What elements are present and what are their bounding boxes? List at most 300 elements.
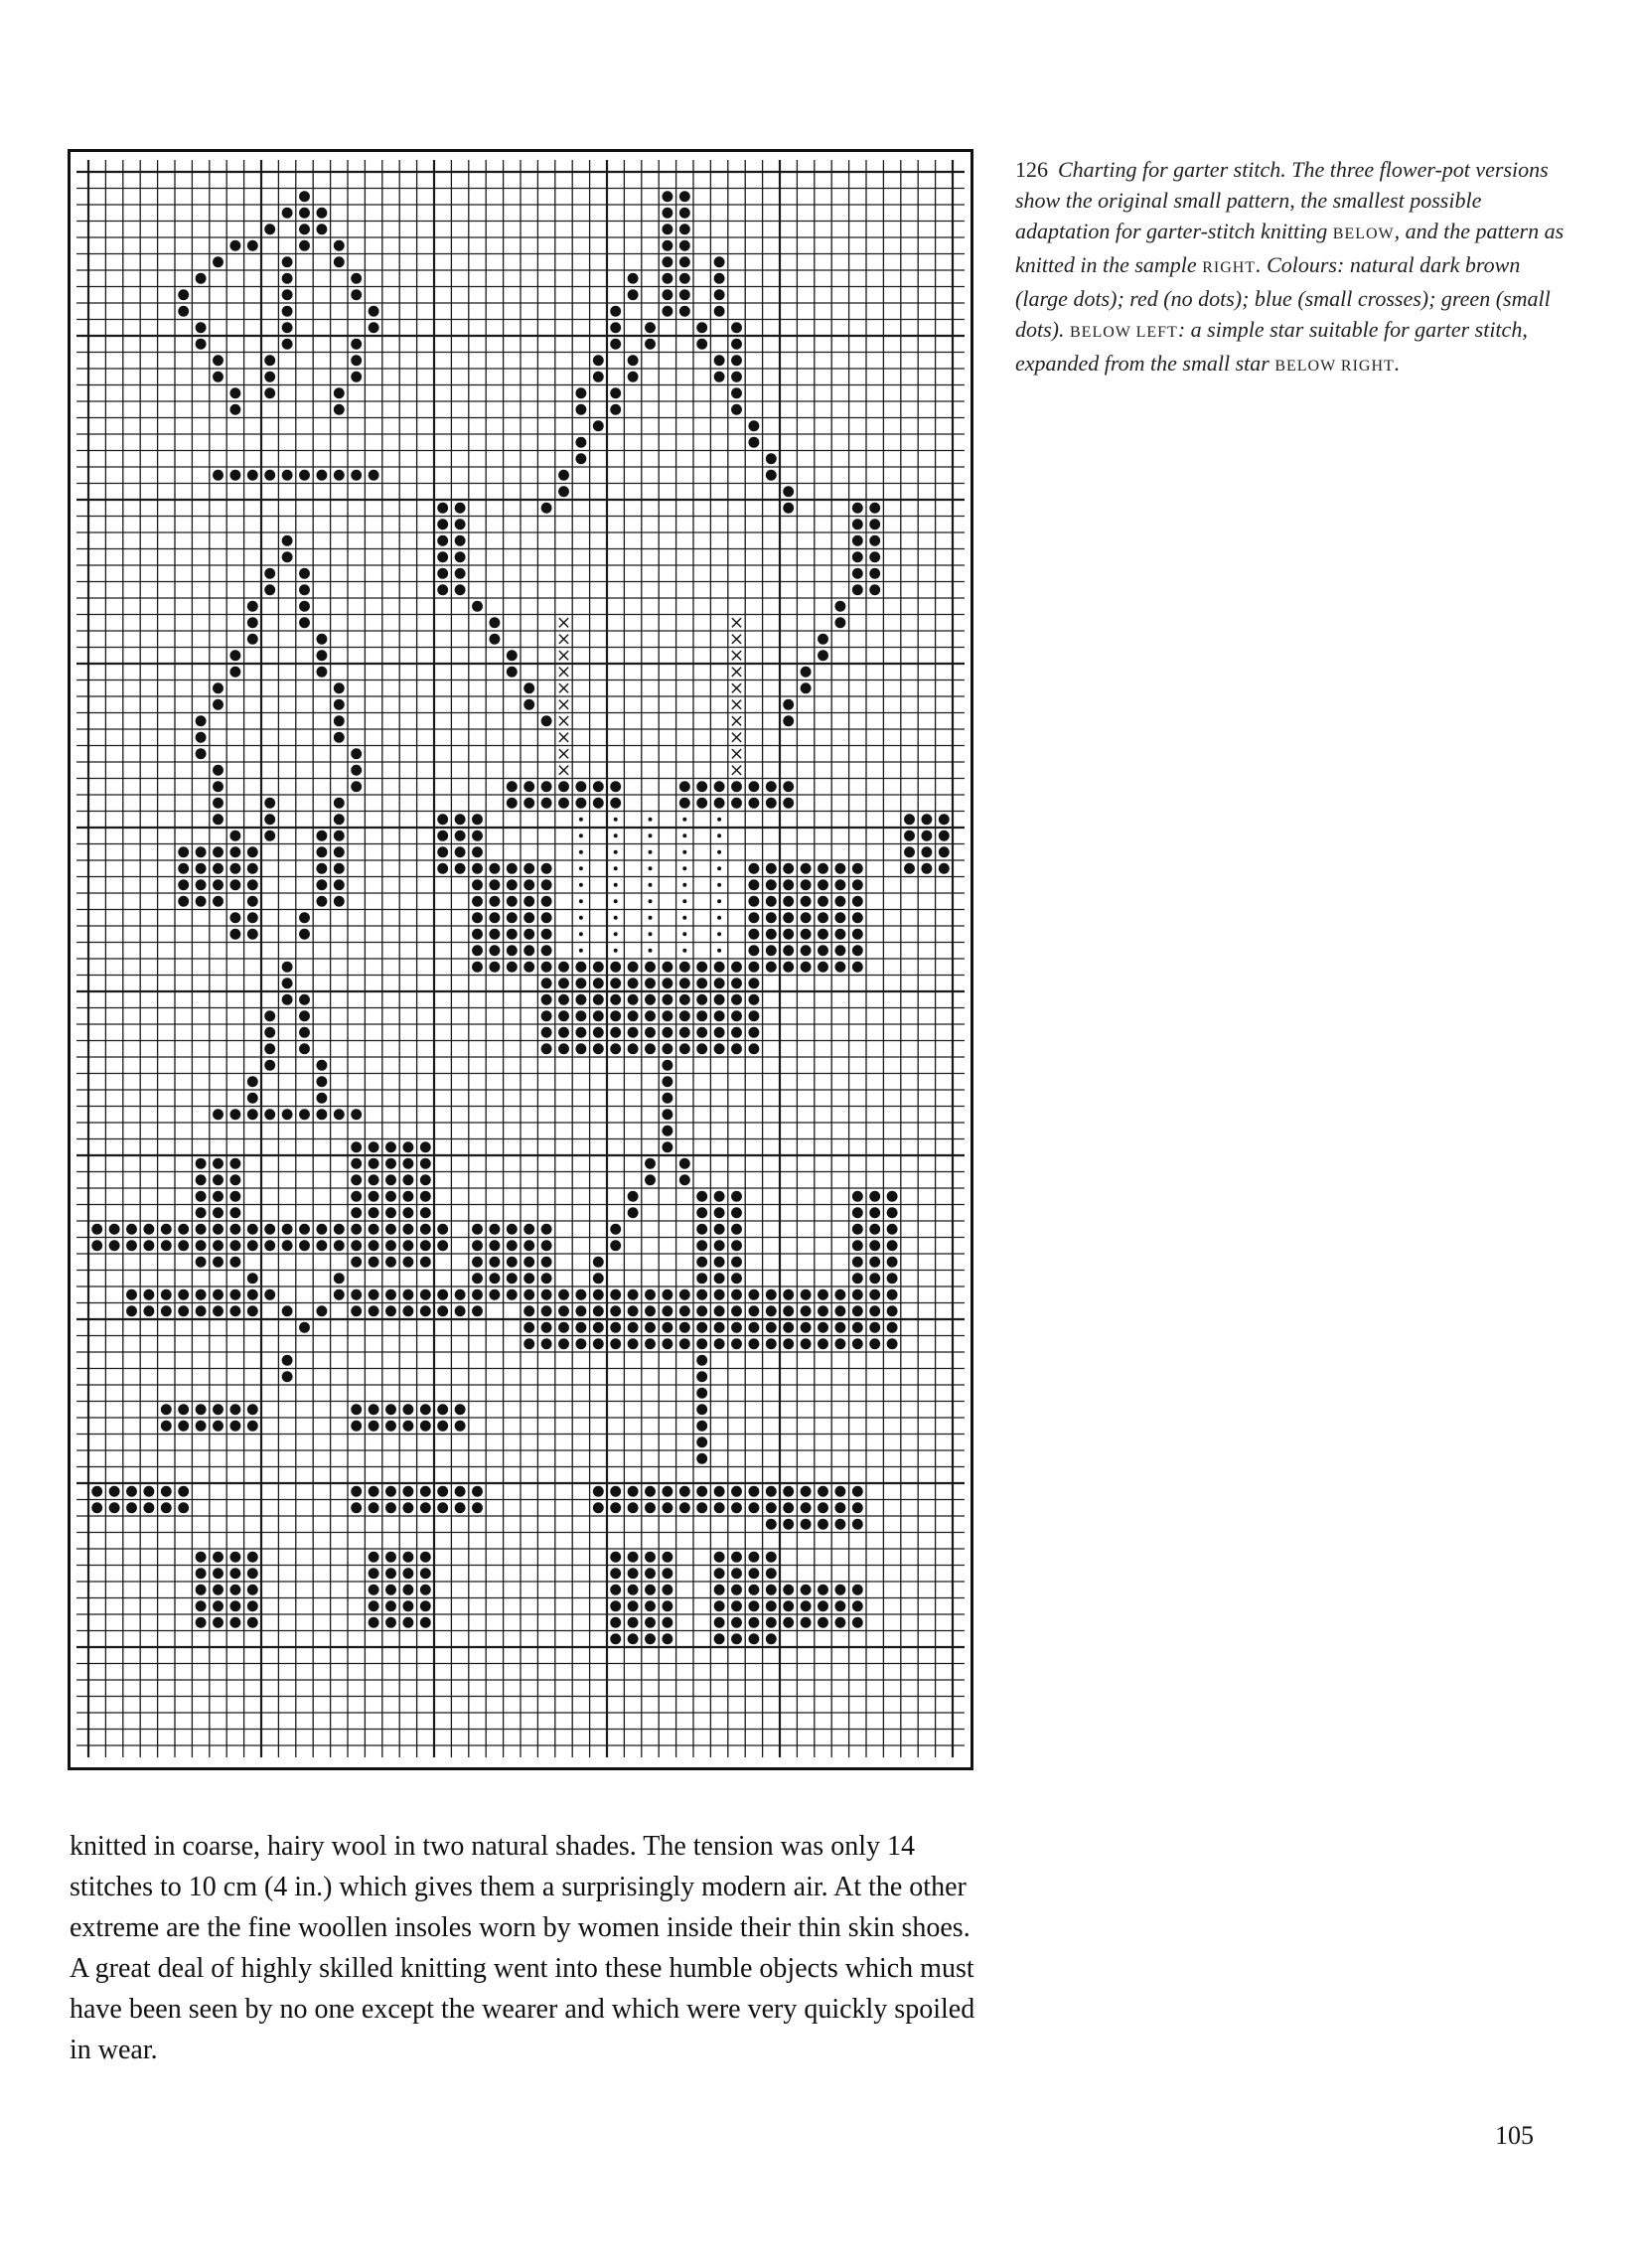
stitch-dot [507,863,518,874]
stitch-dot [402,1568,413,1579]
stitch-dot [178,879,189,890]
stitch-dot [801,1486,812,1497]
stitch-dot [213,1191,224,1202]
stitch-dot [714,1010,725,1021]
stitch-dot [558,1289,569,1300]
stitch-dot [939,846,950,857]
stitch-dot [748,1600,759,1611]
stitch-dot [834,1600,845,1611]
stitch-dot [316,863,327,874]
stitch-dot [766,470,777,481]
stitch-dot [282,470,293,481]
stitch-cross [559,668,568,677]
stitch-dot [282,289,293,300]
stitch-dot [334,387,345,398]
stitch-dot [852,1305,863,1316]
stitch-dot [437,1224,448,1235]
stitch-dot [213,699,224,710]
stitch-dot [385,1158,396,1169]
stitch-dot [247,1093,258,1104]
stitch-dot [541,896,552,907]
stitch-dot [316,667,327,678]
stitch-dot [939,831,950,841]
stitch-dot [247,1109,258,1120]
stitch-dot [299,191,310,202]
stitch-dot [541,503,552,514]
stitch-dot [766,1633,777,1644]
stitch-dot [696,1421,707,1432]
stitch-dot [316,470,327,481]
stitch-dot [575,1027,586,1038]
stitch-dot [696,1436,707,1447]
stitch-dot [818,896,828,907]
stitch-dot [472,912,483,923]
stitch-dot [852,1207,863,1218]
stitch-dot [143,1502,154,1513]
stitch-dot [541,1043,552,1054]
stitch-dot [610,1486,621,1497]
stitch-dot [541,1257,552,1268]
stitch-cross [732,733,741,742]
stitch-dot [282,962,293,973]
stitch-dot [507,929,518,940]
stitch-dot [402,1552,413,1563]
stitch-dot [558,1027,569,1038]
stitch-dot [610,1305,621,1316]
stitch-dot [437,503,448,514]
stitch-dot [507,1273,518,1284]
stitch-dot [420,1568,431,1579]
stitch-dot [679,306,690,317]
stitch-dot [852,1257,863,1268]
stitch-dot [714,273,725,284]
stitch-dot [696,1010,707,1021]
stitch-dot [714,781,725,792]
stitch-dot [507,896,518,907]
stitch-dot [731,1338,742,1349]
stitch-small-dot [717,949,721,953]
stitch-dot [558,994,569,1005]
stitch-dot [558,798,569,809]
stitch-dot [714,978,725,988]
stitch-dot [852,503,863,514]
stitch-dot [766,453,777,464]
stitch-dot [420,1502,431,1513]
stitch-dot [818,1305,828,1316]
stitch-dot [852,1273,863,1284]
stitch-dot [939,814,950,825]
stitch-dot [679,1174,690,1185]
stitch-dot [575,978,586,988]
stitch-dot [437,1486,448,1497]
stitch-dot [610,1224,621,1235]
stitch-dot [645,1158,656,1169]
stitch-dot [731,962,742,973]
stitch-dot [714,256,725,267]
stitch-dot [369,322,379,333]
stitch-dot [420,1224,431,1235]
stitch-dot [731,798,742,809]
stitch-dot [610,1240,621,1251]
stitch-dot [904,863,915,874]
stitch-dot [385,1305,396,1316]
stitch-dot [316,1093,327,1104]
stitch-dot [385,1240,396,1251]
stitch-dot [869,519,880,529]
stitch-dot [783,879,794,890]
stitch-dot [748,1010,759,1021]
stitch-dot [714,1322,725,1333]
stitch-dot [575,1305,586,1316]
stitch-dot [818,929,828,940]
stitch-dot [229,404,240,415]
stitch-dot [766,1502,777,1513]
stitch-dot [645,1338,656,1349]
stitch-dot [213,1289,224,1300]
stitch-dot [818,1322,828,1333]
stitch-dot [437,584,448,595]
stitch-dot [282,978,293,988]
stitch-dot [714,1568,725,1579]
stitch-dot [783,798,794,809]
stitch-dot [489,879,500,890]
stitch-dot [801,896,812,907]
stitch-dot [489,962,500,973]
stitch-dot [472,846,483,857]
stitch-dot [783,1486,794,1497]
knitting-chart [68,149,973,1770]
stitch-dot [351,339,362,350]
figure-number: 126 [1015,157,1048,182]
stitch-dot [507,1289,518,1300]
stitch-dot [558,1305,569,1316]
stitch-dot [731,1027,742,1038]
stitch-dot [904,846,915,857]
stitch-dot [662,289,672,300]
stitch-dot [334,863,345,874]
stitch-dot [472,929,483,940]
stitch-dot [351,1404,362,1415]
stitch-dot [143,1486,154,1497]
stitch-dot [334,732,345,743]
stitch-cross [732,716,741,725]
stitch-cross [732,683,741,692]
stitch-dot [610,322,621,333]
stitch-dot [696,1224,707,1235]
stitch-dot [766,798,777,809]
stitch-dot [818,1519,828,1530]
stitch-dot [593,1502,604,1513]
stitch-dot [869,551,880,562]
stitch-dot [748,798,759,809]
stitch-dot [869,1191,880,1202]
stitch-dot [369,1207,379,1218]
stitch-dot [351,1174,362,1185]
stitch-dot [213,1240,224,1251]
stitch-dot [748,945,759,956]
stitch-dot [818,1600,828,1611]
stitch-dot [472,831,483,841]
stitch-dot [437,1502,448,1513]
stitch-small-dot [579,818,583,822]
stitch-dot [679,273,690,284]
stitch-dot [869,1240,880,1251]
stitch-dot [455,814,466,825]
stitch-dot [351,289,362,300]
stitch-dot [229,912,240,923]
stitch-dot [818,650,828,661]
stitch-dot [593,798,604,809]
stitch-dot [628,978,639,988]
stitch-dot [489,1257,500,1268]
stitch-dot [196,1257,207,1268]
stitch-dot [489,1289,500,1300]
stitch-dot [334,1109,345,1120]
stitch-dot [264,568,275,579]
stitch-dot [351,1486,362,1497]
stitch-dot [299,1109,310,1120]
stitch-dot [402,1191,413,1202]
stitch-dot [161,1305,172,1316]
stitch-dot [628,1600,639,1611]
stitch-dot [731,1633,742,1644]
stitch-dot [766,1552,777,1563]
stitch-dot [628,1486,639,1497]
stitch-dot [662,1502,672,1513]
stitch-dot [178,1305,189,1316]
stitch-dot [748,1502,759,1513]
stitch-small-dot [717,899,721,903]
stitch-dot [714,1027,725,1038]
stitch-small-dot [649,916,653,920]
stitch-dot [385,1174,396,1185]
stitch-dot [523,896,534,907]
stitch-dot [731,978,742,988]
stitch-dot [437,1240,448,1251]
stitch-dot [575,994,586,1005]
stitch-dot [593,1486,604,1497]
stitch-dot [213,470,224,481]
stitch-dot [610,1338,621,1349]
stitch-dot [264,1043,275,1054]
stitch-dot [610,1633,621,1644]
stitch-dot [679,978,690,988]
stitch-dot [472,879,483,890]
stitch-dot [369,1502,379,1513]
stitch-dot [628,1027,639,1038]
stitch-dot [213,1585,224,1595]
stitch-small-dot [579,949,583,953]
stitch-dot [696,1289,707,1300]
stitch-dot [766,1486,777,1497]
caption-text-3: . Colours: natural dark brown (large dots); red (no dots); blue (small crosses); green (small dots). [1015,252,1551,342]
stitch-dot [507,962,518,973]
stitch-dot [369,1257,379,1268]
stitch-dot [628,1010,639,1021]
stitch-dot [766,912,777,923]
stitch-dot [247,1552,258,1563]
stitch-small-dot [614,866,618,870]
stitch-dot [904,814,915,825]
stitch-small-dot [682,833,686,837]
stitch-small-dot [717,866,721,870]
stitch-dot [316,1224,327,1235]
stitch-dot [229,1404,240,1415]
stitch-dot [91,1486,102,1497]
stitch-dot [420,1600,431,1611]
stitch-dot [455,1404,466,1415]
stitch-dot [247,1305,258,1316]
stitch-small-dot [579,833,583,837]
stitch-dot [696,1207,707,1218]
stitch-dot [196,1600,207,1611]
stitch-dot [489,896,500,907]
stitch-dot [662,1552,672,1563]
stitch-dot [229,470,240,481]
stitch-dot [334,1289,345,1300]
stitch-dot [696,1043,707,1054]
stitch-dot [714,1289,725,1300]
stitch-dot [679,1305,690,1316]
stitch-dot [264,814,275,825]
stitch-dot [748,1486,759,1497]
stitch-dot [541,945,552,956]
stitch-dot [523,1305,534,1316]
stitch-dot [196,1585,207,1595]
stitch-dot [662,978,672,988]
stitch-dot [610,387,621,398]
stitch-dot [645,1174,656,1185]
stitch-dot [247,1404,258,1415]
stitch-dot [783,962,794,973]
stitch-dot [679,994,690,1005]
stitch-dot [402,1257,413,1268]
stitch-dot [351,1305,362,1316]
stitch-dot [679,962,690,973]
stitch-dot [126,1305,137,1316]
stitch-dot [541,879,552,890]
stitch-dot [610,306,621,317]
stitch-dot [472,863,483,874]
stitch-dot [662,1338,672,1349]
stitch-small-dot [649,883,653,887]
stitch-dot [178,846,189,857]
stitch-dot [385,1568,396,1579]
stitch-dot [264,470,275,481]
stitch-dot [679,781,690,792]
stitch-dot [887,1257,898,1268]
stitch-dot [575,437,586,448]
stitch-dot [834,617,845,628]
stitch-small-dot [717,833,721,837]
stitch-dot [783,929,794,940]
stitch-dot [610,1043,621,1054]
stitch-dot [213,765,224,776]
stitch-dot [472,1224,483,1235]
stitch-dot [229,1224,240,1235]
stitch-dot [420,1174,431,1185]
stitch-dot [645,1585,656,1595]
stitch-dot [229,1158,240,1169]
stitch-dot [178,1486,189,1497]
stitch-dot [420,1207,431,1218]
stitch-dot [402,1174,413,1185]
stitch-dot [316,879,327,890]
stitch-dot [783,1502,794,1513]
stitch-dot [662,1289,672,1300]
stitch-dot [696,962,707,973]
stitch-dot [229,879,240,890]
stitch-dot [696,978,707,988]
stitch-dot [316,831,327,841]
stitch-dot [196,748,207,759]
stitch-dot [852,551,863,562]
stitch-dot [869,535,880,546]
stitch-dot [299,568,310,579]
stitch-dot [818,1617,828,1628]
stitch-dot [196,1158,207,1169]
stitch-dot [662,1322,672,1333]
stitch-dot [731,1322,742,1333]
stitch-dot [679,256,690,267]
stitch-dot [385,1207,396,1218]
stitch-dot [402,1617,413,1628]
stitch-dot [783,896,794,907]
stitch-dot [264,224,275,234]
stitch-dot [334,1224,345,1235]
stitch-dot [679,1289,690,1300]
stitch-dot [282,306,293,317]
stitch-dot [748,1305,759,1316]
stitch-dot [247,879,258,890]
stitch-dot [369,1552,379,1563]
stitch-dot [369,1141,379,1152]
stitch-dot [455,584,466,595]
stitch-dot [161,1486,172,1497]
stitch-dot [489,929,500,940]
stitch-dot [679,1338,690,1349]
stitch-dot [351,781,362,792]
stitch-dot [472,1486,483,1497]
body-paragraph: knitted in coarse, hairy wool in two natural shades. The tension was only 14 stitches to 10 cm (4 in.) which gives them a surprisingly modern air. At the other extreme are the fine woollen insoles worn by women inside their thin skin shoes. A great deal of highly skilled knitting went into these humble objects which must have been seen by no one except the wearer and which were very quickly spoiled in wear. [70,1831,975,2065]
stitch-dot [334,798,345,809]
stitch-dot [455,568,466,579]
stitch-dot [282,551,293,562]
stitch-dot [921,846,932,857]
caption-ref-below-right: BELOW RIGHT [1274,358,1395,375]
stitch-dot [385,1289,396,1300]
stitch-dot [402,1141,413,1152]
stitch-small-dot [579,866,583,870]
stitch-dot [369,1568,379,1579]
stitch-dot [523,1322,534,1333]
stitch-dot [247,912,258,923]
stitch-dot [801,1305,812,1316]
stitch-small-dot [717,818,721,822]
stitch-dot [679,1322,690,1333]
stitch-dot [351,1240,362,1251]
stitch-cross [559,683,568,692]
stitch-dot [662,208,672,219]
stitch-dot [575,1010,586,1021]
stitch-dot [645,1600,656,1611]
stitch-dot [696,1453,707,1464]
stitch-dot [420,1404,431,1415]
stitch-dot [662,1600,672,1611]
stitch-dot [645,339,656,350]
stitch-dot [385,1224,396,1235]
stitch-dot [196,273,207,284]
